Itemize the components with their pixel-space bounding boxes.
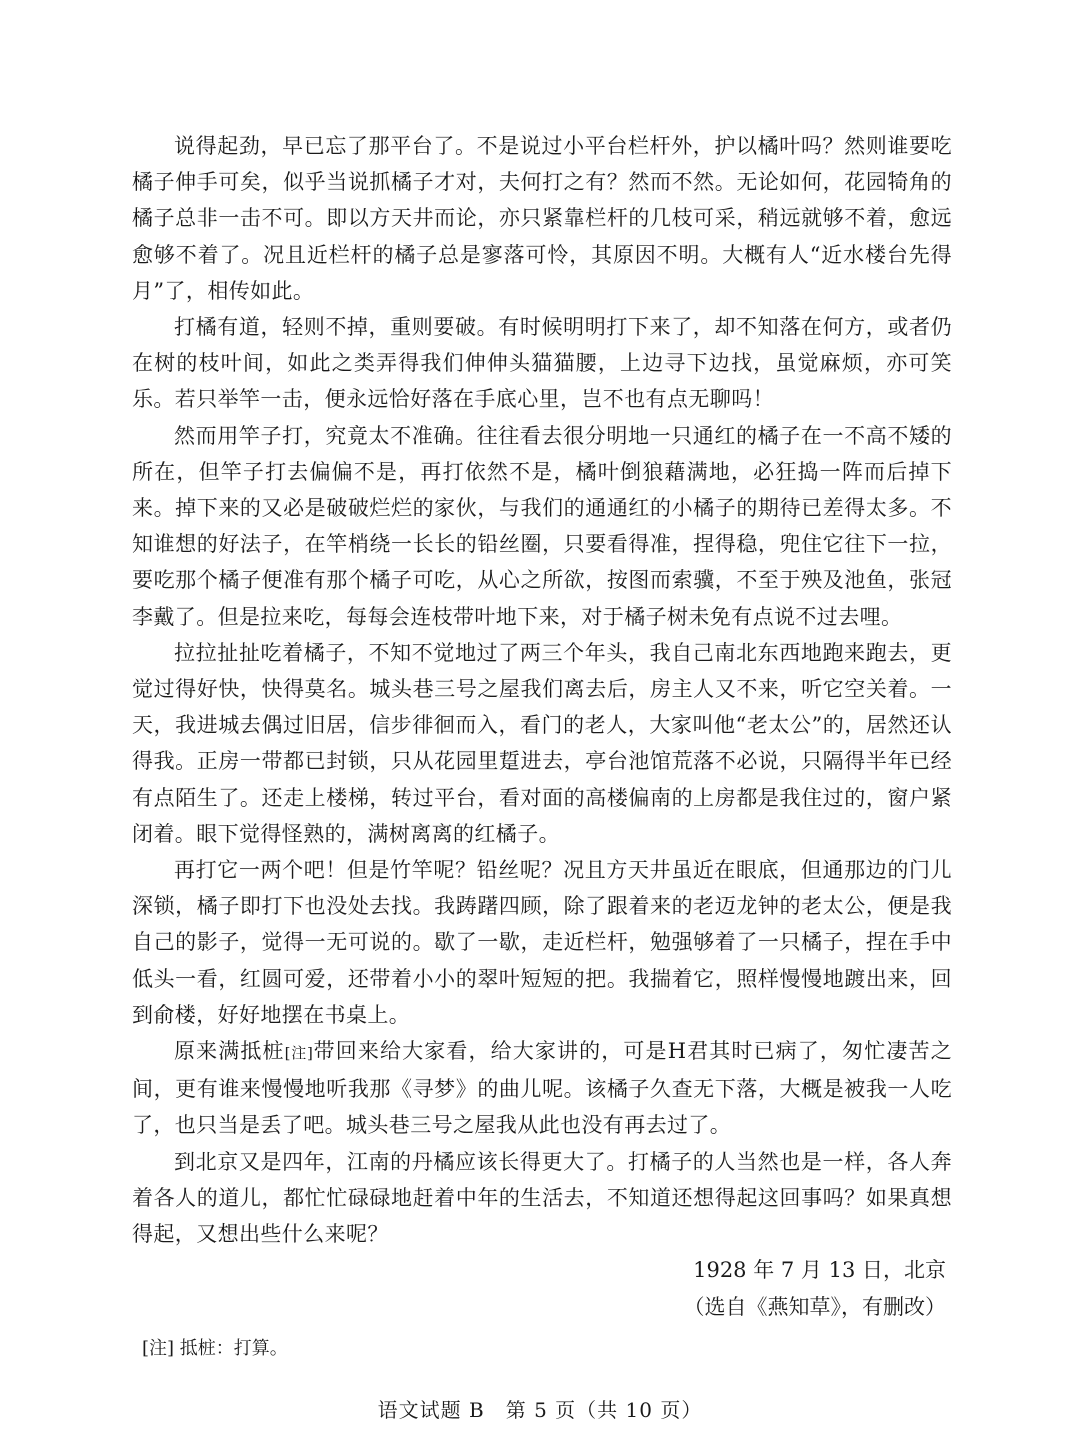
paragraph-1: 说得起劲，早已忘了那平台了。不是说过小平台栏杆外，护以橘叶吗？然则谁要吃橘子伸手可矣，似乎当说抓橘子才对，夫何打之有？然而不然。无论如何，花园犄角的橘子总非一击不可。即以方天井而论，亦只紧靠栏杆的几枝可采，稍远就够不着，愈远愈够不着了。况且近栏杆的橘子总是寥落可怜，其原因不明。大概有人“近水楼台先得月”了，相传如此。 — [132, 134, 952, 303]
article-body — [132, 128, 952, 1365]
paragraph-4: 拉拉扯扯吃着橘子，不知不觉地过了两三个年头，我自己南北东西地跑来跑去，更觉过得好快，快得莫名。城头巷三号之屋我们离去后，房主人又不来，听它空关着。一天，我进城去偶过旧居，信步徘徊而入，看门的老人，大家叫他“老太公”的，居然还认得我。正房一带都已封锁，只从花园里踅进去，亭台池馆荒落不必说，只隔得半年已经有点陌生了。还走上楼梯，转过平台，看对面的高楼偏南的上房都是我住过的，窗户紧闭着。眼下觉得怪熟的，满树离离的红橘子。 — [132, 640, 952, 846]
paragraph-6-start: 原来满抵桩 — [174, 1039, 285, 1064]
paragraph-6 — [132, 1033, 952, 1144]
paragraph-5: 再打它一两个吧！但是竹竿呢？铅丝呢？况且方天井虽近在眼底，但通那边的门儿深锁，橘子即打下也没处去找。我踌躇四顾，除了跟着来的老迈龙钟的老太公，便是我自己的影子，觉得一无可说的。歇了一歇，走近栏杆，勉强够着了一只橘子，捏在手中低头一看，红圆可爱，还带着小小的翠叶短短的把。我揣着它，照样慢慢地踱出来，回到俞楼，好好地摆在书桌上。 — [132, 858, 952, 1027]
footnote-mark: [注] — [284, 1044, 313, 1063]
paragraph-6-rest: 带回来给大家看，给大家讲的，可是H君其时已病了，匆忙凄苦之间，更有谁来慢慢地听我那《寻梦》的曲儿呢。该橘子久查无下落，大概是被我一人吃了，也只当是丢了吧。城头巷三号之屋我从此也没有再去过了。 — [132, 1039, 952, 1138]
page-footer: 语文试题 B 第 5 页（共 10 页） — [377, 1398, 703, 1422]
paragraph-2: 打橘有道，轻则不掉，重则要破。有时候明明打下来了，却不知落在何方，或者仍在树的枝叶间，如此之类弄得我们伸伸头猫猫腰，上边寻下边找，虽觉麻烦，亦可笑乐。若只举竿一击，便永远恰好落在手底心里，岂不也有点无聊吗！ — [132, 315, 952, 412]
source-line: （选自《燕知草》，有删改） — [683, 1294, 946, 1319]
date-line: 1928 年 7 月 13 日，北京 — [693, 1258, 946, 1283]
footnote: [注] 抵桩：打算。 — [142, 1337, 288, 1359]
paragraph-7: 到北京又是四年，江南的丹橘应该长得更大了。打橘子的人当然也是一样，各人奔着各人的道儿，都忙忙碌碌地赶着中年的生活去，不知道还想得起这回事吗？如果真想得起，又想出些什么来呢？ — [132, 1149, 952, 1247]
paragraph-3: 然而用竿子打，究竟太不准确。往往看去很分明地一只通红的橘子在一不高不矮的所在，但竿子打去偏偏不是，再打依然不是，橘叶倒狼藉满地，必狂捣一阵而后掉下来。掉下来的又必是破破烂烂的家伙，与我们的通通红的小橘子的期待已差得太多。不知谁想的好法子，在竿梢绕一长长的铅丝圈，只要看得准，捏得稳，兜住它往下一拉，要吃那个橘子便准有那个橘子可吃，从心之所欲，按图而索骥，不至于殃及池鱼，张冠李戴了。但是拉来吃，每每会连枝带叶地下来，对于橘子树未免有点说不过去哩。 — [132, 423, 952, 629]
